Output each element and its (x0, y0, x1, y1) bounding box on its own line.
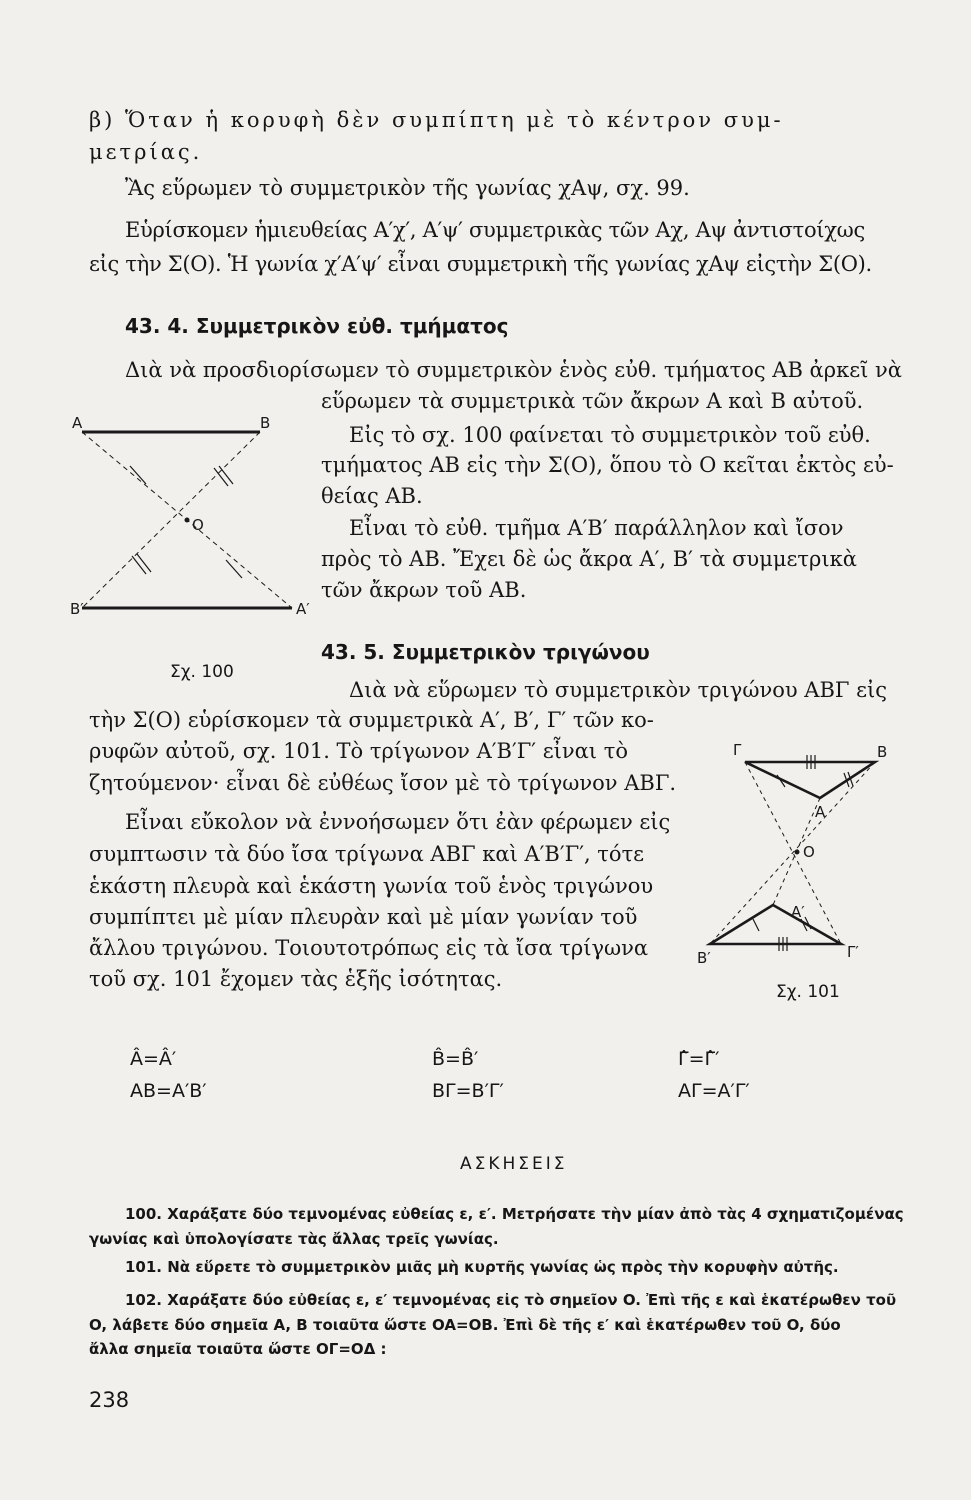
equality-angle-A: Â=Â′ (130, 1048, 177, 1070)
text-line: ἑκάστη πλευρὰ καὶ ἑκάστη γωνία τοῦ ἑνὸς τριγώνου (89, 874, 654, 898)
exercise-line: 100. Χαράξατε δύο τεμνομένας εὐθείας ε, ε′. Μετρήσατε τὴν μίαν ἀπὸ τὰς 4 σχηματιζομένας (125, 1205, 904, 1223)
fig101-label-B-prime: B′ (697, 949, 711, 967)
figure-101 (693, 735, 898, 970)
page-number: 238 (89, 1388, 130, 1412)
fig100-label-B: B (260, 414, 271, 432)
fig101-label-G: Γ (733, 741, 742, 759)
text-line: Εἰς τὸ σχ. 100 φαίνεται τὸ συμμετρικὸν τοῦ εὐθ. (349, 423, 871, 447)
text-line: συμπίπτει μὲ μίαν πλευρὰν καὶ μὲ μίαν γωνίαν τοῦ (89, 905, 638, 929)
text-line: Εἶναι τὸ εὐθ. τμῆμα A′B′ παράλληλον καὶ ἴσον (349, 516, 844, 540)
text-line: μετρίας. (89, 140, 203, 164)
figure-100-caption: Σχ. 100 (170, 662, 234, 682)
equality-angle-G: Γ̂=Γ̂′ (678, 1048, 720, 1070)
text-line: Ἂς εὕρωμεν τὸ συμμετρικὸν τῆς γωνίας χAψ, σχ. 99. (125, 176, 690, 200)
text-line: β) Ὅταν ἡ κορυφὴ δὲν συμπίπτη μὲ τὸ κέντρον συμ- (89, 108, 784, 132)
text-line: Εἶναι εὔκολον νὰ ἐννοήσωμεν ὅτι ἐὰν φέρωμεν εἰς (125, 810, 671, 834)
equality-side-BG: BΓ=B′Γ′ (432, 1080, 504, 1102)
equality-side-AB: AB=A′B′ (130, 1080, 207, 1102)
text-line: εἰς τὴν Σ(O). Ἡ γωνία χ′A′ψ′ εἶναι συμμετρικὴ τῆς γωνίας χAψ εἰςτὴν Σ(O). (89, 252, 872, 276)
section-heading-43-4: 43. 4. Συμμετρικὸν εὐθ. τμήματος (125, 314, 509, 338)
text-line: Διὰ νὰ προσδιορίσωμεν τὸ συμμετρικὸν ἑνὸς εὐθ. τμήματος AB ἀρκεῖ νὰ (125, 358, 902, 382)
exercise-line: γωνίας καὶ ὑπολογίσατε τὰς ἄλλας τρεῖς γωνίας. (89, 1230, 499, 1248)
exercise-line: 101. Νὰ εὕρετε τὸ συμμετρικὸν μιᾶς μὴ κυρτῆς γωνίας ὡς πρὸς τὴν κορυφὴν αὐτῆς. (125, 1258, 839, 1276)
text-line: Διὰ νὰ εὕρωμεν τὸ συμμετρικὸν τριγώνου ABΓ εἰς (349, 678, 888, 702)
exercises-heading: ΑΣΚΗΣΕΙΣ (460, 1154, 568, 1174)
equality-angle-B: B̂=B̂′ (432, 1048, 479, 1070)
text-line: ἄλλου τριγώνου. Τοιουτοτρόπως εἰς τὰ ἴσα τρίγωνα (89, 936, 649, 960)
fig100-label-O: O (192, 516, 204, 534)
equality-side-AG: AΓ=A′Γ′ (678, 1080, 750, 1102)
text-line: τῶν ἄκρων τοῦ AB. (321, 578, 527, 602)
fig100-label-B-prime: B′ (70, 600, 84, 618)
section-heading-43-5: 43. 5. Συμμετρικὸν τριγώνου (321, 640, 650, 664)
fig100-label-A: A (72, 414, 83, 432)
fig101-label-A: A (815, 803, 826, 821)
exercise-line: O, λάβετε δύο σημεῖα A, B τοιαῦτα ὥστε OA=OB. Ἐπὶ δὲ τῆς ε′ καὶ ἑκατέρωθεν τοῦ O, δύο (89, 1316, 841, 1334)
text-line: τοῦ σχ. 101 ἔχομεν τὰς ἑξῆς ἰσότητας. (89, 967, 503, 991)
exercise-line: 102. Χαράξατε δύο εὐθείας ε, ε′ τεμνομένας εἰς τὸ σημεῖον O. Ἐπὶ τῆς ε καὶ ἑκατέρωθεν τοῦ (125, 1291, 897, 1309)
text-line: τὴν Σ(O) εὑρίσκομεν τὰ συμμετρικὰ A′, B′, Γ′ τῶν κο- (89, 708, 654, 732)
text-line: Εὑρίσκομεν ἡμιευθείας A′χ′, A′ψ′ συμμετρικὰς τῶν Aχ, Aψ ἀντιστοίχως (125, 218, 865, 242)
text-line: θείας AB. (321, 484, 423, 508)
exercise-line: ἄλλα σημεῖα τοιαῦτα ὥστε OΓ=OΔ : (89, 1340, 387, 1358)
text-line: εὕρωμεν τὰ συμμετρικὰ τῶν ἄκρων A καὶ B αὐτοῦ. (321, 389, 864, 413)
text-line: τμήματος AB εἰς τὴν Σ(O), ὅπου τὸ O κεῖται ἐκτὸς εὐ- (321, 453, 894, 477)
fig101-label-A-prime: A′ (791, 903, 805, 921)
text-line: ρυφῶν αὐτοῦ, σχ. 101. Τὸ τρίγωνον A′B′Γ′ εἶναι τὸ (89, 739, 628, 763)
fig100-label-A-prime: A′ (296, 600, 310, 618)
text-line: συμπτωσιν τὰ δύο ἴσα τρίγωνα ABΓ καὶ A′B′Γ′, τότε (89, 842, 645, 866)
text-line: ζητούμενον· εἶναι δὲ εὐθέως ἴσον μὲ τὸ τρίγωνον ABΓ. (89, 771, 677, 795)
fig101-label-B: B (877, 743, 888, 761)
fig101-label-O: O (803, 843, 815, 861)
fig101-label-G-prime: Γ′ (847, 943, 859, 961)
text-line: πρὸς τὸ AB. Ἔχει δὲ ὡς ἄκρα A′, B′ τὰ συμμετρικὰ (321, 547, 857, 571)
figure-100 (70, 410, 330, 625)
figure-101-caption: Σχ. 101 (776, 982, 840, 1002)
